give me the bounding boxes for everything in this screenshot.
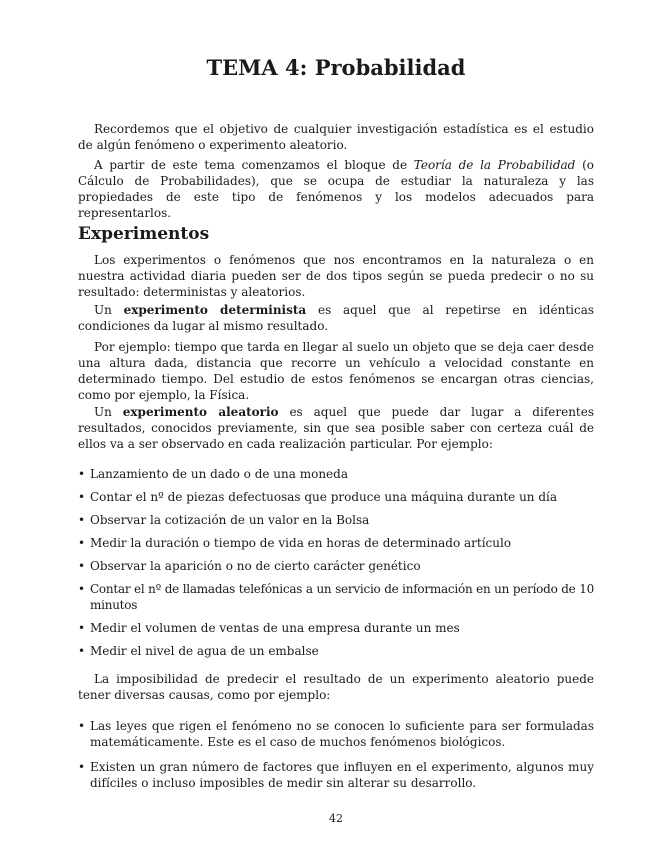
- bullet-icon: •: [78, 536, 86, 550]
- random-term: experimento aleatorio: [122, 405, 279, 419]
- bullet-icon: •: [78, 467, 86, 481]
- probability-theory-emphasis: Teoría de la Probabilidad: [413, 158, 576, 172]
- deterministic-term: experimento determinista: [123, 303, 307, 317]
- page-title: TEMA 4: Probabilidad: [206, 55, 466, 80]
- deterministic-definition: [78, 302, 594, 334]
- det-post: es aquel que al repetirse en idénticas condiciones da lugar al mismo resultado.: [78, 303, 595, 333]
- deterministic-example: Por ejemplo: tiempo que tarda en llegar al suelo un objeto que se deja caer desde una altura dada, distancia que recorre un vehículo a velocidad constante en determinado tiempo. Del estudio de estos fenómenos se encargan otras ciencias, como por ejemplo, la Física.: [78, 340, 594, 402]
- list-item: • Contar el nº de llamadas telefónicas a un servicio de información en un período de 10 minutos: [78, 582, 594, 612]
- list-item: • Observar la aparición o no de cierto carácter genético: [78, 559, 421, 573]
- document-page: [78, 0, 594, 848]
- bullet-icon: •: [78, 760, 86, 774]
- bullet-icon: •: [78, 513, 86, 527]
- list-item: • Las leyes que rigen el fenómeno no se conocen lo suficiente para ser formuladas matemáticamente. Este es el caso de muchos fenómenos biológicos.: [78, 719, 594, 749]
- det-pre: Un: [94, 303, 124, 317]
- list-item: • Existen un gran número de factores que influyen en el experimento, algunos muy difíciles o incluso imposibles de medir sin alterar su desarrollo.: [78, 760, 594, 790]
- random-examples-list: [78, 466, 594, 659]
- intro-p2-post: (o Cálculo de Probabilidades), que se ocupa de estudiar la naturaleza y las propiedades de este tipo de fenómenos y los modelos adecuados para representarlos.: [78, 158, 594, 220]
- section-heading: Experimentos: [78, 224, 210, 244]
- ale-pre: Un: [94, 405, 123, 419]
- causes-intro-paragraph: La imposibilidad de predecir el resultado de un experimento aleatorio puede tener diversas causas, como por ejemplo:: [78, 672, 594, 702]
- intro-paragraph-1: Recordemos que el objetivo de cualquier investigación estadística es el estudio de algún fenómeno o experimento aleatorio.: [78, 122, 594, 152]
- bullet-icon: •: [78, 621, 86, 635]
- list-item: • Medir el volumen de ventas de una empresa durante un mes: [78, 621, 460, 635]
- list-item: • Medir el nivel de agua de un embalse: [78, 644, 319, 658]
- bullet-icon: •: [78, 582, 85, 596]
- list-item: • Lanzamiento de un dado o de una moneda: [78, 467, 348, 481]
- causes-list: [78, 718, 594, 791]
- random-definition: [78, 404, 594, 452]
- ale-post: es aquel que puede dar lugar a diferentes resultados, conocidos previamente, sin que sea posible saber con certeza cuál de ellos va a ser observado en cada realización particular. Por ejemplo:: [78, 405, 595, 451]
- experiments-intro-paragraph: Los experimentos o fenómenos que nos encontramos en la naturaleza o en nuestra actividad diaria pueden ser de dos tipos según se pueda predecir o no su resultado: deterministas y aleatorios.: [78, 253, 594, 299]
- bullet-icon: •: [78, 644, 86, 658]
- bullet-icon: •: [78, 490, 86, 504]
- list-item: • Medir la duración o tiempo de vida en horas de determinado artículo: [78, 536, 512, 550]
- bullet-icon: •: [78, 559, 86, 573]
- list-item: • Contar el nº de piezas defectuosas que produce una máquina durante un día: [78, 490, 558, 504]
- list-item: • Observar la cotización de un valor en la Bolsa: [78, 513, 370, 527]
- intro-paragraph-2: [78, 157, 594, 221]
- intro-p2-pre: A partir de este tema comenzamos el bloque de: [94, 158, 414, 172]
- page-number: 42: [329, 812, 343, 825]
- bullet-icon: •: [78, 719, 86, 733]
